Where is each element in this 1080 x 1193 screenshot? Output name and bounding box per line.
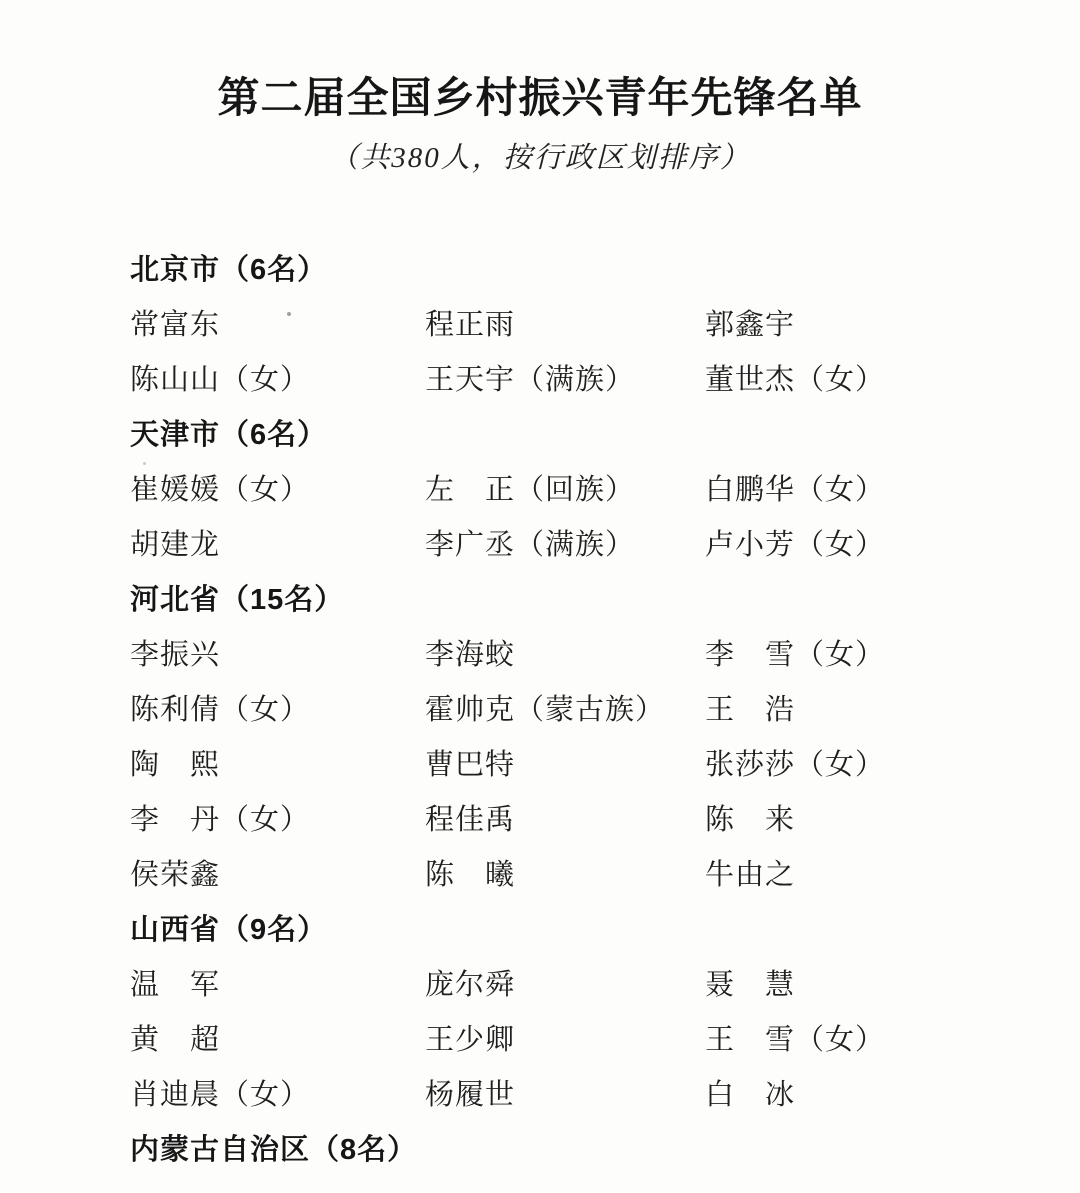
person-name: 黄 超 [130,1024,221,1056]
page-title: 第二届全国乡村振兴青年先锋名单 [217,74,863,121]
name-row [130,1010,1020,1065]
section-header-neimenggu: 内蒙古自治区（8名） [130,1134,418,1166]
person-name: 牛由之 [705,859,796,891]
person-name: 李 丹（女） [130,804,311,836]
scan-speck [287,312,291,316]
person-name: 侯荣鑫 [130,859,221,891]
person-name: 王 雪（女） [705,1024,886,1056]
section-header-hebei: 河北省（15名） [130,584,345,616]
person-name: 王 浩 [705,694,796,726]
person-name: 李广丞（满族） [425,529,636,561]
section-header-beijing: 北京市（6名） [130,254,328,286]
person-name: 崔媛媛（女） [130,474,311,506]
person-name: 陶 熙 [130,749,221,781]
person-name: 白鹏华（女） [705,474,886,506]
person-name: 李 雪（女） [705,639,886,671]
name-row [130,625,1020,680]
name-row [130,350,1020,405]
person-name: 董世杰（女） [705,364,886,396]
person-name: 程佳禹 [425,804,516,836]
name-row [130,735,1020,790]
name-row [130,845,1020,900]
person-name: 聂 慧 [705,969,796,1001]
person-name: 郭鑫宇 [705,309,796,341]
person-name: 王天宇（满族） [425,364,636,396]
name-row [130,515,1020,570]
person-name: 杨履世 [425,1079,516,1111]
person-name: 卢小芳（女） [705,529,886,561]
page-subtitle: （共380人，按行政区划排序） [329,142,751,174]
scan-speck [143,462,146,465]
section-header-shanxi: 山西省（9名） [130,914,328,946]
name-row [130,295,1020,350]
person-name: 左 正（回族） [425,474,636,506]
person-name: 张莎莎（女） [705,749,886,781]
person-name: 李振兴 [130,639,221,671]
person-name: 肖迪晨（女） [130,1079,311,1111]
person-name: 陈 来 [705,804,796,836]
name-row [130,955,1020,1010]
person-name: 程正雨 [425,309,516,341]
person-name: 李海蛟 [425,639,516,671]
person-name: 陈利倩（女） [130,694,311,726]
person-name: 庞尔舜 [425,969,516,1001]
person-name: 王少卿 [425,1024,516,1056]
person-name: 温 军 [130,969,221,1001]
name-row [130,1065,1020,1120]
name-row [130,790,1020,845]
name-row [130,460,1020,515]
section-header-tianjin: 天津市（6名） [130,419,328,451]
person-name: 曹巴特 [425,749,516,781]
person-name: 白 冰 [705,1079,796,1111]
person-name: 常富东 [130,309,221,341]
person-name: 陈 曦 [425,859,516,891]
person-name: 胡建龙 [130,529,221,561]
name-row [130,680,1020,735]
name-list [130,240,1020,1175]
person-name: 霍帅克（蒙古族） [425,694,666,726]
person-name: 陈山山（女） [130,364,311,396]
